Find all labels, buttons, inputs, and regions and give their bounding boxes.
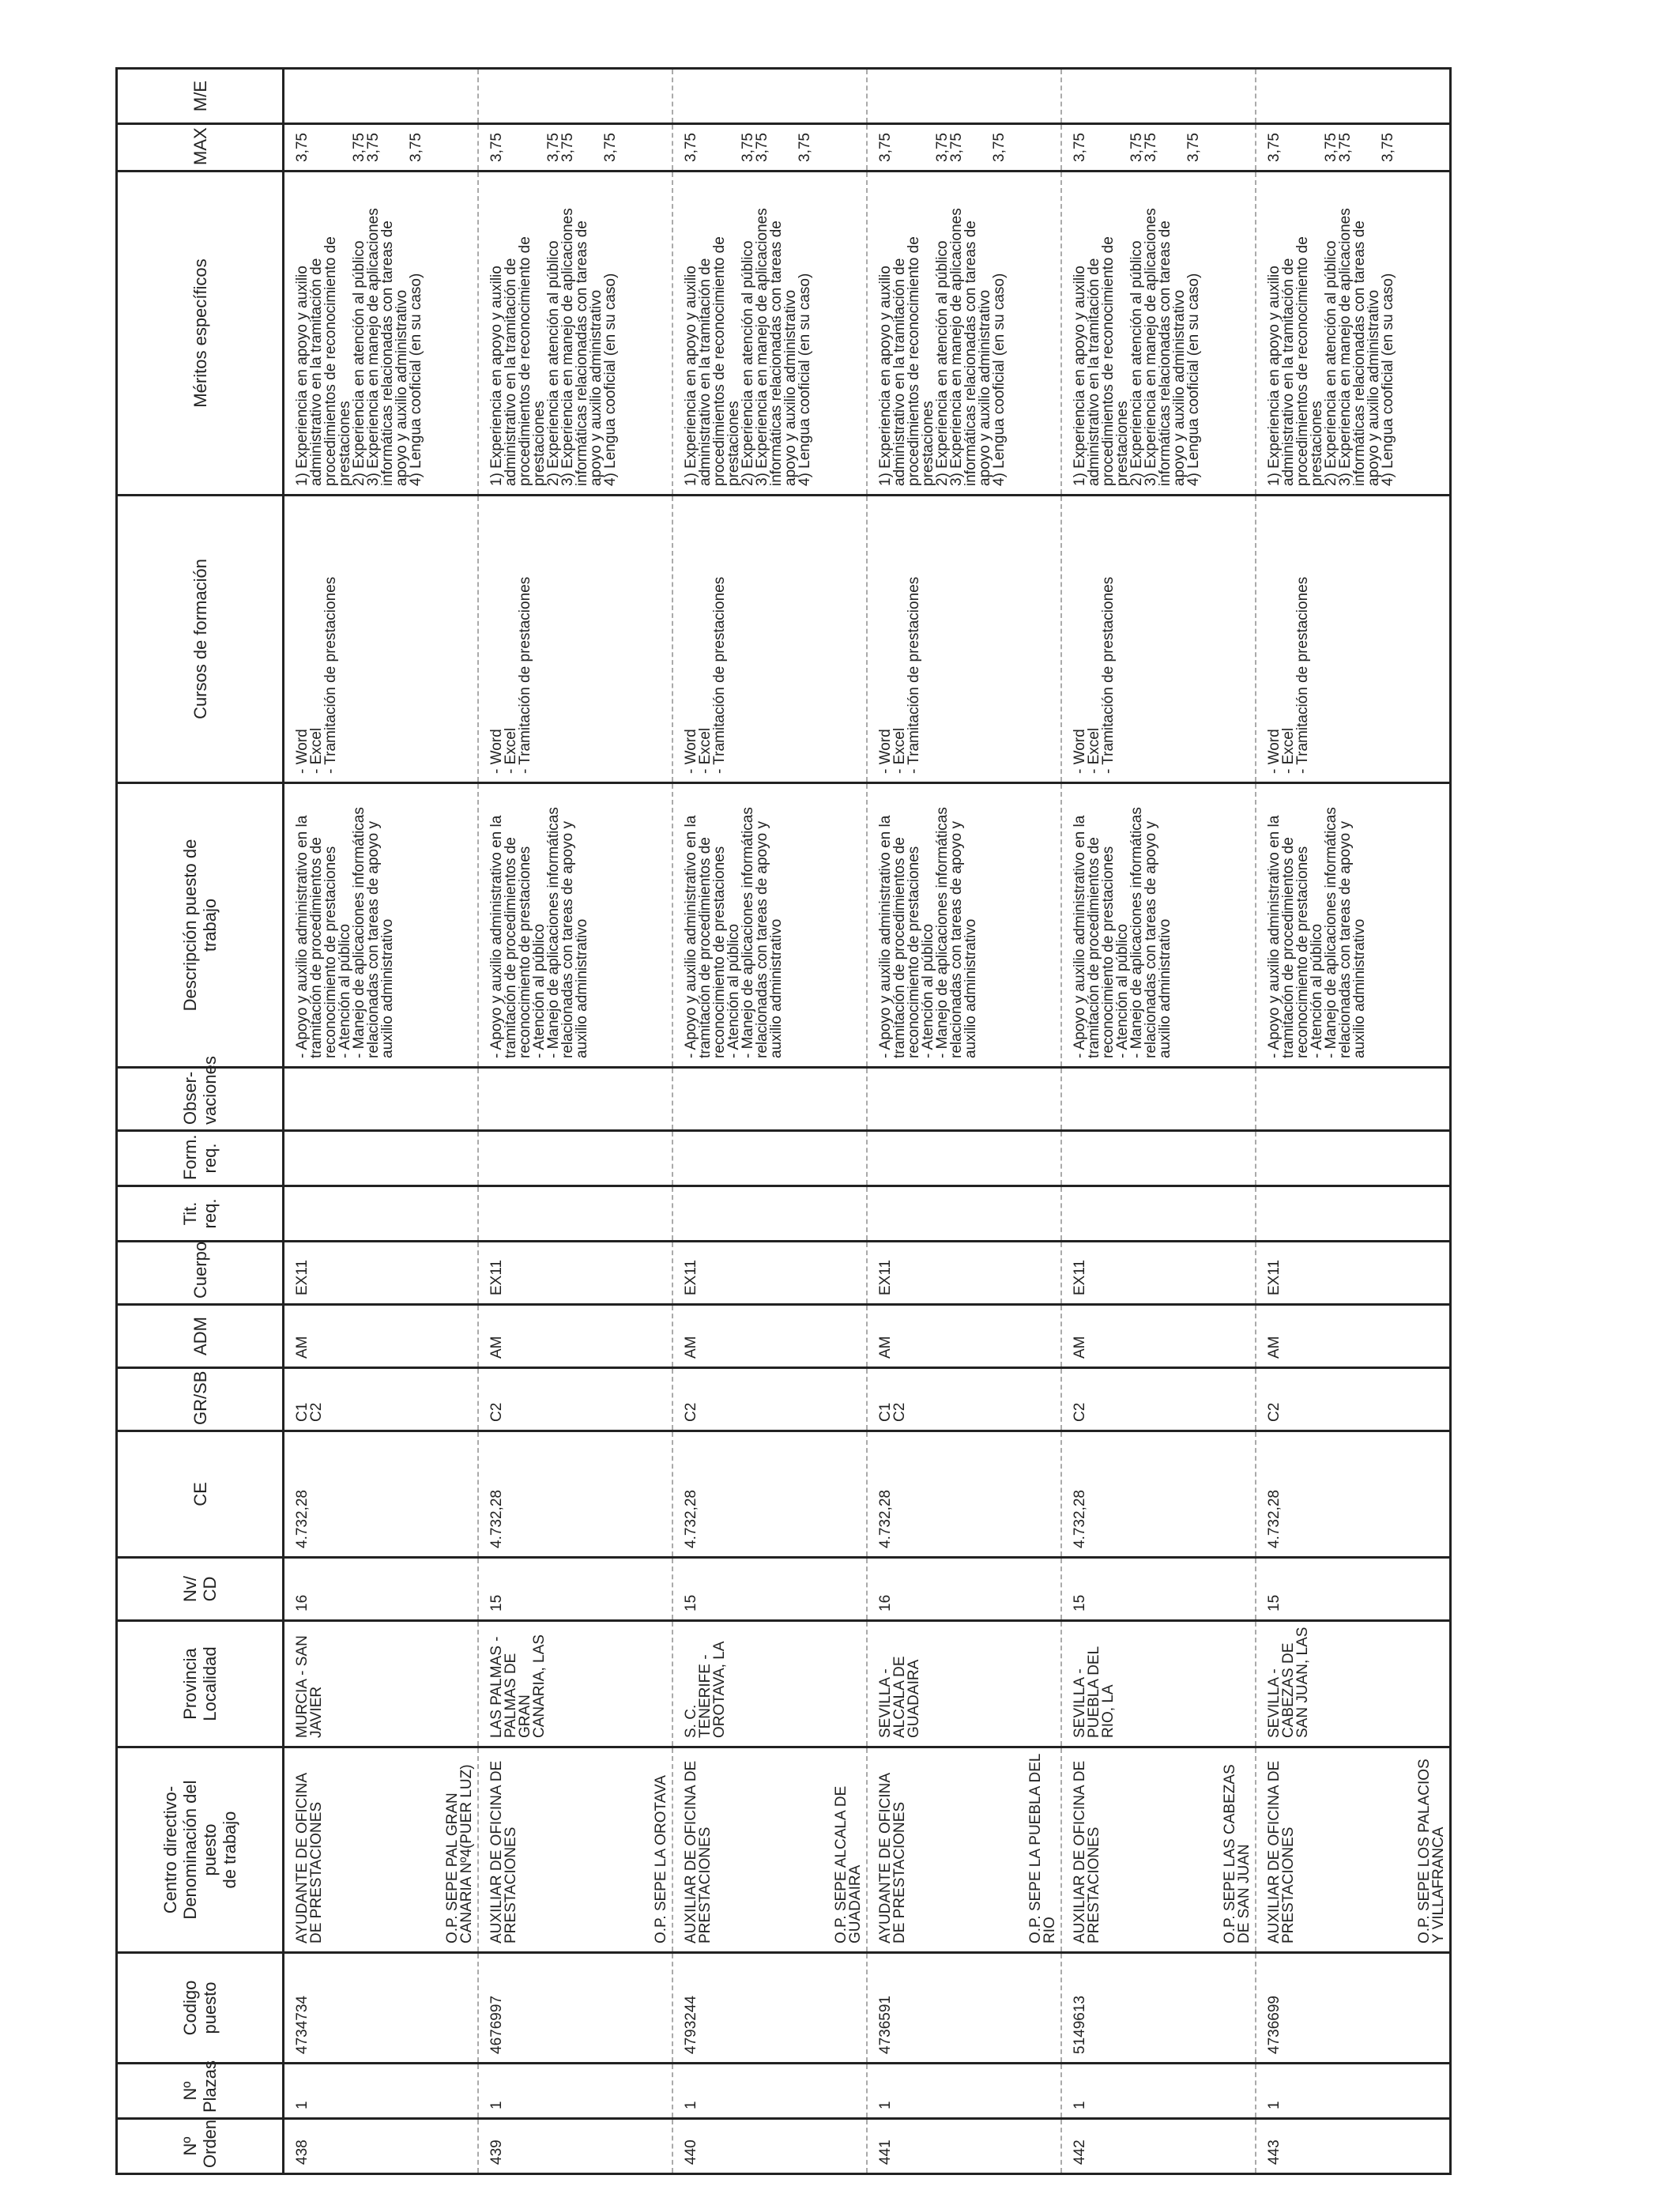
cell-orden: 438 xyxy=(284,2119,479,2174)
puesto-name: AYUDANTE DE OFICINA DE PRESTACIONES xyxy=(294,1773,325,1943)
cell-adm: AM xyxy=(672,1305,867,1368)
cell-cursos: - Word - Excel - Tramitación de prestaciones xyxy=(1256,496,1451,783)
cell-me xyxy=(478,69,672,124)
cell-form xyxy=(867,1131,1061,1186)
centro-name: O.P. SEPE LA PUEBLA DEL RIO xyxy=(1027,1754,1058,1943)
cell-nivel: 16 xyxy=(284,1558,479,1621)
cell-orden: 441 xyxy=(867,2119,1061,2174)
cell-adm: AM xyxy=(1061,1305,1256,1368)
cell-codigo: 4736699 xyxy=(1256,1953,1451,2064)
cell-me xyxy=(284,69,479,124)
col-header-provincia: Provincia Localidad xyxy=(117,1621,284,1747)
cell-centro xyxy=(1061,1747,1256,1953)
table-row xyxy=(1256,69,1451,2174)
cell-ce: 4.732,28 xyxy=(478,1431,672,1558)
col-header-cuerpo: Cuerpo xyxy=(117,1242,284,1305)
puesto-name: AUXILIAR DE OFICINA DE PRESTACIONES xyxy=(1266,1760,1297,1943)
cell-cuerpo: EX11 xyxy=(1256,1242,1451,1305)
cell-obs xyxy=(1256,1068,1451,1131)
cell-meritos: 1) Experiencia en apoyo y auxilio administrativo en la tramitación de procedimientos de reconocimiento de prestaciones 2) Experiencia en atención al público 3) Experiencia en manejo de aplicaciones informáticas relacionadas con tareas de apoyo y auxilio administrativo 4) Lengua cooficial (en su caso) xyxy=(284,172,479,496)
cell-cursos: - Word - Excel - Tramitación de prestaciones xyxy=(867,496,1061,783)
cell-provincia: SEVILLA - PUEBLA DEL RIO, LA xyxy=(1061,1621,1256,1747)
cell-descripcion: - Apoyo y auxilio administrativo en la tramitación de procedimientos de reconocimiento de prestaciones - Atención al público - Manejo de aplicaciones informáticas relacionadas con tareas de apoyo y auxilio administrativo xyxy=(284,783,479,1068)
cell-cuerpo: EX11 xyxy=(1061,1242,1256,1305)
cell-cuerpo: EX11 xyxy=(284,1242,479,1305)
col-header-plazas: Nº Plazas xyxy=(117,2064,284,2119)
cell-cursos: - Word - Excel - Tramitación de prestaciones xyxy=(1061,496,1256,783)
cell-grupo: C1 C2 xyxy=(284,1368,479,1431)
col-header-grupo: GR/SB xyxy=(117,1368,284,1431)
col-header-meritos: Méritos específicos xyxy=(117,172,284,496)
cell-ce: 4.732,28 xyxy=(672,1431,867,1558)
puesto-name: AUXILIAR DE OFICINA DE PRESTACIONES xyxy=(1072,1760,1102,1943)
cell-descripcion: - Apoyo y auxilio administrativo en la tramitación de procedimientos de reconocimiento de prestaciones - Atención al público - Manejo de aplicaciones informáticas relacionadas con tareas de apoyo y auxilio administrativo xyxy=(478,783,672,1068)
cell-descripcion: - Apoyo y auxilio administrativo en la tramitación de procedimientos de reconocimiento de prestaciones - Atención al público - Manejo de aplicaciones informáticas relacionadas con tareas de apoyo y auxilio administrativo xyxy=(1256,783,1451,1068)
cell-grupo: C2 xyxy=(672,1368,867,1431)
table-row xyxy=(1061,69,1256,2174)
cell-nivel: 16 xyxy=(867,1558,1061,1621)
centro-name: O.P. SEPE LAS CABEZAS DE SAN JUAN xyxy=(1222,1764,1252,1943)
cell-centro xyxy=(284,1747,479,1953)
cell-plazas: 1 xyxy=(284,2064,479,2119)
cell-me xyxy=(1256,69,1451,124)
centro-name: O.P. SEPE LA OROTAVA xyxy=(653,1775,669,1943)
cell-adm: AM xyxy=(284,1305,479,1368)
cell-centro xyxy=(867,1747,1061,1953)
cell-provincia: MURCIA - SAN JAVIER xyxy=(284,1621,479,1747)
cell-meritos: 1) Experiencia en apoyo y auxilio administrativo en la tramitación de procedimientos de reconocimiento de prestaciones 2) Experiencia en atención al público 3) Experiencia en manejo de aplicaciones informáticas relacionadas con tareas de apoyo y auxilio administrativo 4) Lengua cooficial (en su caso) xyxy=(1061,172,1256,496)
cell-form xyxy=(1256,1131,1451,1186)
cell-cuerpo: EX11 xyxy=(478,1242,672,1305)
col-header-descripcion: Descripción puesto de trabajo xyxy=(117,783,284,1068)
centro-name: O.P. SEPE LOS PALACIOS Y VILLAFRANCA xyxy=(1416,1759,1447,1943)
cell-ce: 4.732,28 xyxy=(1061,1431,1256,1558)
cell-plazas: 1 xyxy=(1256,2064,1451,2119)
cell-max: 3,75 3,75 3,75 3,75 xyxy=(672,124,867,172)
col-header-form: Form. req. xyxy=(117,1131,284,1186)
cell-meritos: 1) Experiencia en apoyo y auxilio administrativo en la tramitación de procedimientos de reconocimiento de prestaciones 2) Experiencia en atención al público 3) Experiencia en manejo de aplicaciones informáticas relacionadas con tareas de apoyo y auxilio administrativo 4) Lengua cooficial (en su caso) xyxy=(672,172,867,496)
cell-orden: 440 xyxy=(672,2119,867,2174)
col-header-me: M/E xyxy=(117,69,284,124)
cell-descripcion: - Apoyo y auxilio administrativo en la tramitación de procedimientos de reconocimiento de prestaciones - Atención al público - Manejo de aplicaciones informáticas relacionadas con tareas de apoyo y auxilio administrativo xyxy=(1061,783,1256,1068)
col-header-adm: ADM xyxy=(117,1305,284,1368)
cell-codigo: 4734734 xyxy=(284,1953,479,2064)
cell-centro xyxy=(1256,1747,1451,1953)
cell-descripcion: - Apoyo y auxilio administrativo en la tramitación de procedimientos de reconocimiento de prestaciones - Atención al público - Manejo de aplicaciones informáticas relacionadas con tareas de apoyo y auxilio administrativo xyxy=(867,783,1061,1068)
cell-grupo: C2 xyxy=(1256,1368,1451,1431)
cell-cursos: - Word - Excel - Tramitación de prestaciones xyxy=(478,496,672,783)
centro-name: O.P. SEPE ALCALA DE GUADAIRA xyxy=(833,1785,864,1943)
header-row xyxy=(117,69,284,2174)
cell-cuerpo: EX11 xyxy=(867,1242,1061,1305)
col-header-obs: Obser- vaciones xyxy=(117,1068,284,1131)
col-header-orden: Nº Orden xyxy=(117,2119,284,2174)
col-header-codigo: Codigo puesto xyxy=(117,1953,284,2064)
cell-grupo: C2 xyxy=(478,1368,672,1431)
cell-provincia: SEVILLA - CABEZAS DE SAN JUAN, LAS xyxy=(1256,1621,1451,1747)
cell-adm: AM xyxy=(1256,1305,1451,1368)
puesto-name: AUXILIAR DE OFICINA DE PRESTACIONES xyxy=(683,1760,714,1943)
col-header-max: MAX xyxy=(117,124,284,172)
cell-codigo: 5149613 xyxy=(1061,1953,1256,2064)
cell-max: 3,75 3,75 3,75 3,75 xyxy=(284,124,479,172)
cell-max: 3,75 3,75 3,75 3,75 xyxy=(867,124,1061,172)
centro-name: O.P. SEPE PAL GRAN CANARIA Nº4(PUER LUZ) xyxy=(444,1764,475,1943)
cell-meritos: 1) Experiencia en apoyo y auxilio administrativo en la tramitación de procedimientos de reconocimiento de prestaciones 2) Experiencia en atención al público 3) Experiencia en manejo de aplicaciones informáticas relacionadas con tareas de apoyo y auxilio administrativo 4) Lengua cooficial (en su caso) xyxy=(867,172,1061,496)
cell-cursos: - Word - Excel - Tramitación de prestaciones xyxy=(672,496,867,783)
cell-cuerpo: EX11 xyxy=(672,1242,867,1305)
cell-plazas: 1 xyxy=(672,2064,867,2119)
cell-centro xyxy=(478,1747,672,1953)
cell-obs xyxy=(284,1068,479,1131)
cell-form xyxy=(478,1131,672,1186)
job-positions-table xyxy=(115,67,1452,2175)
cell-meritos: 1) Experiencia en apoyo y auxilio administrativo en la tramitación de procedimientos de reconocimiento de prestaciones 2) Experiencia en atención al público 3) Experiencia en manejo de aplicaciones informáticas relacionadas con tareas de apoyo y auxilio administrativo 4) Lengua cooficial (en su caso) xyxy=(1256,172,1451,496)
table-row xyxy=(672,69,867,2174)
cell-obs xyxy=(672,1068,867,1131)
cell-codigo: 4793244 xyxy=(672,1953,867,2064)
cell-adm: AM xyxy=(867,1305,1061,1368)
cell-orden: 443 xyxy=(1256,2119,1451,2174)
cell-ce: 4.732,28 xyxy=(284,1431,479,1558)
cell-grupo: C2 xyxy=(1061,1368,1256,1431)
table-row xyxy=(284,69,479,2174)
cell-provincia: LAS PALMAS - PALMAS DE GRAN CANARIA, LAS xyxy=(478,1621,672,1747)
puesto-name: AUXILIAR DE OFICINA DE PRESTACIONES xyxy=(488,1760,519,1943)
col-header-cursos: Cursos de formación xyxy=(117,496,284,783)
cell-nivel: 15 xyxy=(478,1558,672,1621)
cell-me xyxy=(1061,69,1256,124)
cell-cursos: - Word - Excel - Tramitación de prestaciones xyxy=(284,496,479,783)
col-header-tit: Tit. req. xyxy=(117,1186,284,1242)
cell-max: 3,75 3,75 3,75 3,75 xyxy=(1256,124,1451,172)
cell-nivel: 15 xyxy=(1061,1558,1256,1621)
cell-tit xyxy=(867,1186,1061,1242)
cell-form xyxy=(1061,1131,1256,1186)
col-header-nivel: Nv/ CD xyxy=(117,1558,284,1621)
cell-tit xyxy=(1256,1186,1451,1242)
table-row xyxy=(478,69,672,2174)
cell-codigo: 4736591 xyxy=(867,1953,1061,2064)
cell-max: 3,75 3,75 3,75 3,75 xyxy=(1061,124,1256,172)
cell-provincia: SEVILLA - ALCALA DE GUADAIRA xyxy=(867,1621,1061,1747)
cell-codigo: 4676997 xyxy=(478,1953,672,2064)
cell-tit xyxy=(478,1186,672,1242)
table-row xyxy=(867,69,1061,2174)
cell-ce: 4.732,28 xyxy=(867,1431,1061,1558)
cell-orden: 439 xyxy=(478,2119,672,2174)
cell-obs xyxy=(478,1068,672,1131)
puesto-name: AYUDANTE DE OFICINA DE PRESTACIONES xyxy=(877,1773,908,1943)
cell-meritos: 1) Experiencia en apoyo y auxilio administrativo en la tramitación de procedimientos de reconocimiento de prestaciones 2) Experiencia en atención al público 3) Experiencia en manejo de aplicaciones informáticas relacionadas con tareas de apoyo y auxilio administrativo 4) Lengua cooficial (en su caso) xyxy=(478,172,672,496)
cell-tit xyxy=(672,1186,867,1242)
cell-descripcion: - Apoyo y auxilio administrativo en la tramitación de procedimientos de reconocimiento de prestaciones - Atención al público - Manejo de aplicaciones informáticas relacionadas con tareas de apoyo y auxilio administrativo xyxy=(672,783,867,1068)
cell-nivel: 15 xyxy=(672,1558,867,1621)
cell-max: 3,75 3,75 3,75 3,75 xyxy=(478,124,672,172)
cell-adm: AM xyxy=(478,1305,672,1368)
cell-me xyxy=(867,69,1061,124)
col-header-centro: Centro directivo- Denominación del puesto de trabajo xyxy=(117,1747,284,1953)
cell-plazas: 1 xyxy=(1061,2064,1256,2119)
cell-plazas: 1 xyxy=(478,2064,672,2119)
cell-tit xyxy=(1061,1186,1256,1242)
col-header-ce: CE xyxy=(117,1431,284,1558)
cell-provincia: S. C. TENERIFE - OROTAVA, LA xyxy=(672,1621,867,1747)
cell-centro xyxy=(672,1747,867,1953)
cell-me xyxy=(672,69,867,124)
cell-form xyxy=(284,1131,479,1186)
cell-form xyxy=(672,1131,867,1186)
cell-tit xyxy=(284,1186,479,1242)
cell-grupo: C1 C2 xyxy=(867,1368,1061,1431)
cell-ce: 4.732,28 xyxy=(1256,1431,1451,1558)
cell-obs xyxy=(1061,1068,1256,1131)
cell-plazas: 1 xyxy=(867,2064,1061,2119)
cell-orden: 442 xyxy=(1061,2119,1256,2174)
cell-obs xyxy=(867,1068,1061,1131)
cell-nivel: 15 xyxy=(1256,1558,1451,1621)
